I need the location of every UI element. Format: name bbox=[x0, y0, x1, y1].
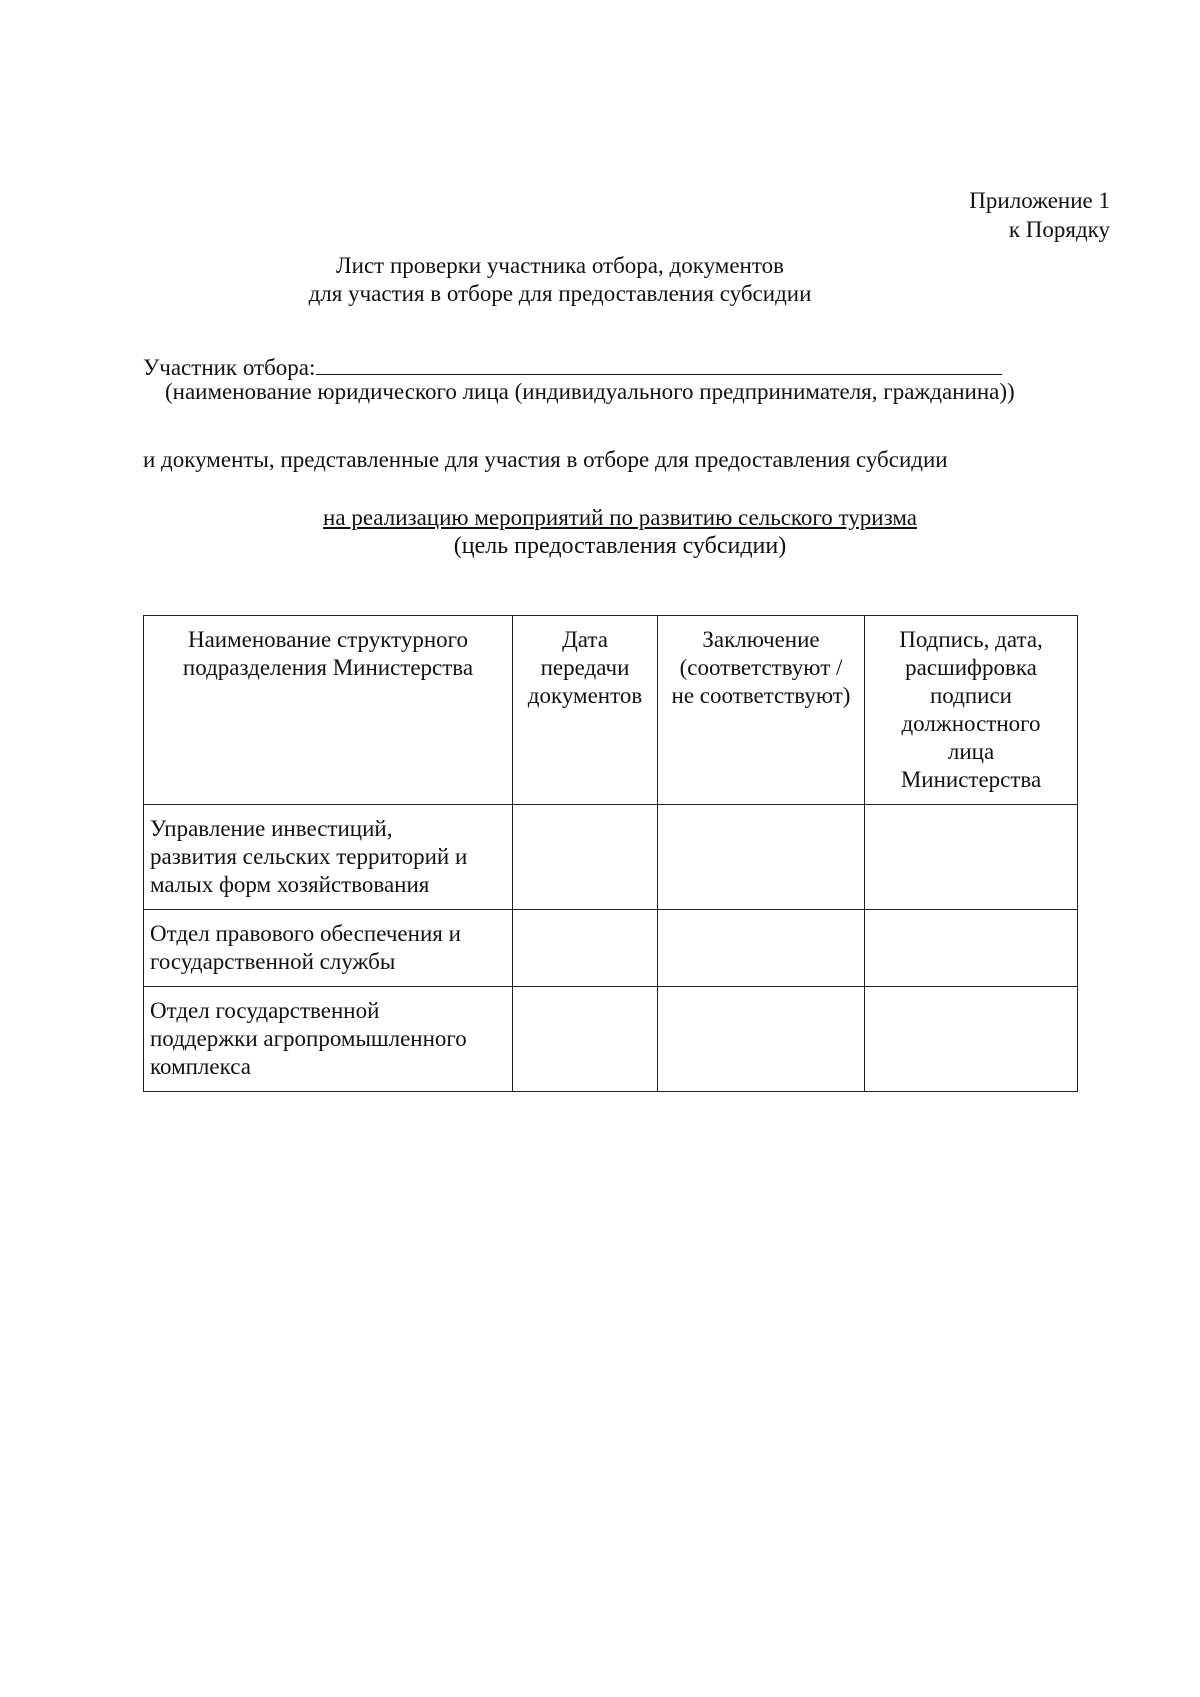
department-name-cell: Отдел правового обеспечения и государственной службы bbox=[144, 910, 513, 987]
subsidy-purpose-value: на реализацию мероприятий по развитию сельского туризма bbox=[323, 505, 917, 530]
appendix-target: к Порядку bbox=[1008, 217, 1110, 242]
header-transfer-date: Дата передачи документов bbox=[513, 616, 658, 805]
transfer-date-cell bbox=[513, 910, 658, 987]
department-name-cell: Отдел государственной поддержки агропромышленного комплекса bbox=[144, 987, 513, 1092]
department-name-cell: Управление инвестиций, развития сельских территорий и малых форм хозяйствования bbox=[144, 805, 513, 910]
transfer-date-cell bbox=[513, 987, 658, 1092]
transfer-date-cell bbox=[513, 805, 658, 910]
document-title bbox=[0, 252, 1120, 308]
subsidy-purpose-caption: (цель предоставления субсидии) bbox=[453, 533, 787, 559]
appendix-reference bbox=[710, 186, 1110, 244]
signature-cell bbox=[865, 805, 1078, 910]
signature-cell bbox=[865, 910, 1078, 987]
header-department: Наименование структурного подразделения Министерства bbox=[144, 616, 513, 805]
header-signature: Подпись, дата, расшифровка подписи должностного лица Министерства bbox=[865, 616, 1078, 805]
document-title-line-1: Лист проверки участника отбора, документов bbox=[336, 253, 784, 278]
participant-label: Участник отбора: bbox=[143, 355, 316, 380]
header-conclusion: Заключение (соответствуют / не соответствуют) bbox=[658, 616, 865, 805]
table-row bbox=[144, 910, 1078, 987]
conclusion-cell bbox=[658, 987, 865, 1092]
documents-statement: и документы, представленные для участия в отборе для предоставления субсидии bbox=[143, 447, 948, 472]
signature-cell bbox=[865, 987, 1078, 1092]
table-row bbox=[144, 805, 1078, 910]
participant-blank-line bbox=[316, 350, 1002, 375]
table-row bbox=[144, 987, 1078, 1092]
conclusion-cell bbox=[658, 805, 865, 910]
participant-note: (наименование юридического лица (индивидуального предпринимателя, гражданина)) bbox=[165, 379, 1015, 404]
verification-table bbox=[143, 615, 1078, 1092]
conclusion-cell bbox=[658, 910, 865, 987]
document-title-line-2: для участия в отборе для предоставления субсидии bbox=[308, 281, 812, 306]
subsidy-purpose bbox=[0, 503, 1200, 561]
appendix-number: Приложение 1 bbox=[969, 188, 1110, 213]
table-header-row bbox=[144, 616, 1078, 805]
